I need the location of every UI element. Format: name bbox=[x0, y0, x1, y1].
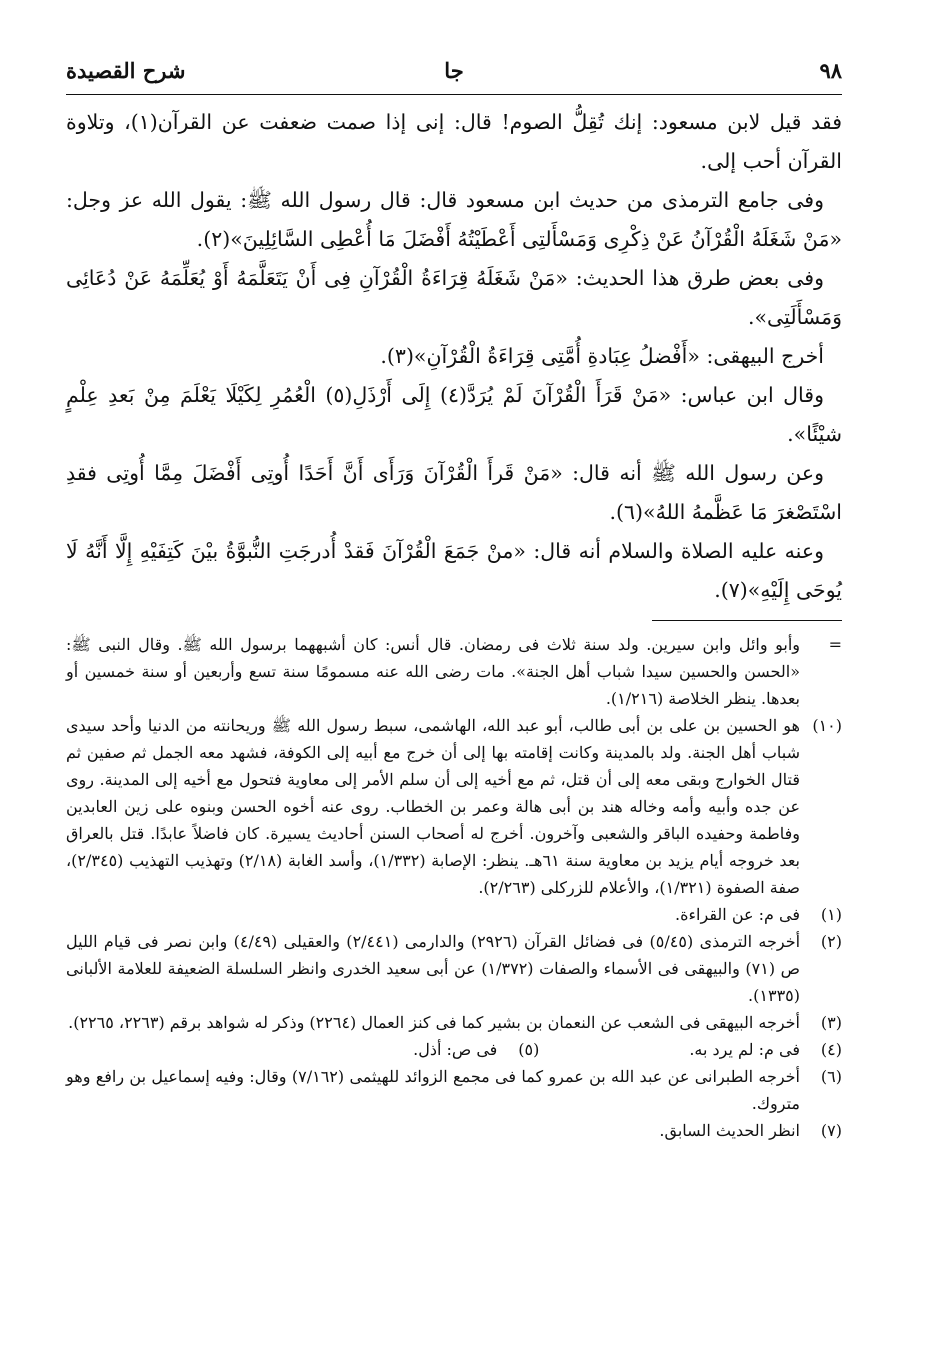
footnote-marker: (٢) bbox=[820, 932, 842, 951]
footnote-text: وأبو وائل وابن سيرين. ولد سنة ثلاث فى رمضان. قال أنس: كان أشبههما برسول الله ﷺ. وقال النبى ﷺ: «الحسن والحسين سيدا شباب أهل الجنة». مات رضى الله عنه مسمومًا سنة تسع وأربعين أو سنة خمسين أو بعدها. ينظر الخلاصة (١/٢١٦). bbox=[66, 635, 800, 708]
paragraph: فقد قيل لابن مسعود: إنك تُقِلُّ الصوم! قال: إنى إذا صمت ضعفت عن القرآن(١)، وتلاوة القرآن أحب إلى. bbox=[66, 110, 842, 173]
footnote-marker: (١) bbox=[820, 905, 842, 924]
page bbox=[66, 56, 842, 1144]
page-number: ٩٨ bbox=[819, 58, 842, 83]
footnotes bbox=[66, 631, 842, 1144]
footnote bbox=[66, 1117, 842, 1144]
paragraph: وفى جامع الترمذى من حديث ابن مسعود قال: قال رسول الله ﷺ: يقول الله عز وجل: «مَنْ شَغَلَهُ الْقُرْآنُ عَنْ ذِكْرِى وَمَسْأَلتِى أَعْطَيْتُهُ أَفْضَلَ مَا أُعْطِى السَّائِلِينَ»(٢). bbox=[66, 188, 842, 251]
footnote-marker: (٥) bbox=[518, 1040, 540, 1059]
footnote-continued bbox=[66, 631, 842, 712]
paragraph: أخرج البيهقى: «أَفْضلُ عِبَادةِ أُمَّتِى قِرَاءَةُ الْقُرْآنِ»(٣). bbox=[380, 344, 824, 368]
paragraph: وعن رسول الله ﷺ أنه قال: «مَنْ قَرأَ الْقُرْآنَ وَرَأَى أَنَّ أَحَدًا أُوتِى أَفْضَلَ مِمَّا أُوتِى فقدِ اسْتَصْغرَ مَا عَظَّمهُ اللهُ»(٦). bbox=[66, 461, 842, 524]
footnote bbox=[413, 1036, 539, 1063]
footnote bbox=[66, 928, 842, 1009]
main-text bbox=[66, 103, 842, 610]
footnote-text: فى م: لم يرد به. bbox=[689, 1040, 800, 1059]
footnote-text: انظر الحديث السابق. bbox=[659, 1121, 800, 1140]
footnote-marker: (٦) bbox=[820, 1067, 842, 1086]
footnote-text: فى م: عن القراءة. bbox=[675, 905, 800, 924]
footnote-text: أخرجه البيهقى فى الشعب عن النعمان بن بشير كما فى كنز العمال (٢٢٦٤) وذكر له شواهد برقم (٢٢٦٣، ٢٢٦٥). bbox=[68, 1013, 800, 1032]
footnote-marker: (١٠) bbox=[812, 716, 842, 735]
footnote-marker: (٣) bbox=[820, 1013, 842, 1032]
footnote-marker: = bbox=[828, 635, 842, 654]
footnote-marker: (٤) bbox=[820, 1040, 842, 1059]
footnote-text: فى ص: أذل. bbox=[413, 1040, 498, 1059]
footnote bbox=[66, 1009, 842, 1036]
footnote-marker: (٧) bbox=[820, 1121, 842, 1140]
footnote-row bbox=[66, 1036, 842, 1063]
footnote bbox=[66, 1063, 842, 1117]
running-header bbox=[66, 56, 842, 95]
footnote-text: هو الحسين بن على بن أبى طالب، أبو عبد الله، الهاشمى، سبط رسول الله ﷺ وريحانته من الدنيا وأحد سيدى شباب أهل الجنة. ولد بالمدينة وكانت إقامته بها إلى أن خرج مع أبيه إلى الكوفة، فشهد معه الجمل ثم صفين ثم قتال الخوارج وبقى معه إلى أن قتل، ثم مع أخيه إلى أن سلم الأمر إلى معاوية فتحول مع أخيه إلى المدينة. روى عن جده وأبيه وأمه وخاله هند بن أبى هالة وعمر بن الخطاب. روى عنه أخوه الحسن وبنوه على زين العابدين وفاطمة وحفيده الباقر والشعبى وآخرون. أخرج له أصحاب السنن أحاديث يسيرة. كان فاضلاً عابدًا. قتل بالعراق بعد خروجه أيام يزيد بن معاوية سنة ٦١هـ. ينظر: الإصابة (١/٣٣٢)، وأسد الغابة (٢/١٨) وتهذيب التهذيب (٢/٣٤٥)، صفة الصفوة (١/٣٢١)، والأعلام للزركلى (٢/٢٦٣). bbox=[66, 716, 801, 897]
footnote bbox=[66, 901, 842, 928]
paragraph: وقال ابن عباس: «مَنْ قَرَأَ الْقُرْآنَ لَمْ يُرَدَّ(٤) إِلَى أَرْذَلِ(٥) الْعُمُرِ لِكَيْلَا يَعْلَمَ مِنْ بَعدِ عِلْمٍ شيْئًا». bbox=[66, 383, 842, 446]
footnote bbox=[689, 1036, 842, 1063]
volume-number: جا bbox=[444, 58, 464, 83]
footnote bbox=[66, 712, 842, 901]
footnote-text: أخرجه الترمذى (٥/٤٥) فى فضائل القرآن (٢٩٢٦) والدارمى (٢/٤٤١) والعقيلى (٤/٤٩) وابن نصر فى قيام الليل ص (٧١) والبيهقى فى الأسماء والصفات (١/٣٧٢) عن أبى سعيد الخدرى وانظر السلسلة الضعيفة للعلامة الألبانى (١٣٣٥). bbox=[66, 932, 801, 1005]
footnote-text: أخرجه الطبرانى عن عبد الله بن عمرو كما فى مجمع الزوائد للهيثمى (٧/١٦٢) وقال: وفيه إسماعيل بن رافع وهو متروك. bbox=[66, 1067, 801, 1113]
book-title: شرح القصيدة bbox=[66, 58, 186, 83]
paragraph: وفى بعض طرق هذا الحديث: «مَنْ شَغَلَهُ قِرَاءَةُ الْقُرْآنِ فِى أَنْ يَتَعَلَّمَهُ أَوْ يُعَلِّمَهُ عَنْ دُعَائِى وَمَسْأَلَتِى». bbox=[66, 266, 842, 329]
paragraph: وعنه عليه الصلاة والسلام أنه قال: «منْ جَمَعَ الْقُرْآنَ فَقدْ أُدرجَتِ النُّبوَّةُ بيْنَ كَتِفَيْهِ إِلَّا أَنَّهُ لَا يُوحَى إِلَيْهِ»(٧). bbox=[66, 539, 842, 602]
footnote-separator bbox=[652, 620, 842, 621]
